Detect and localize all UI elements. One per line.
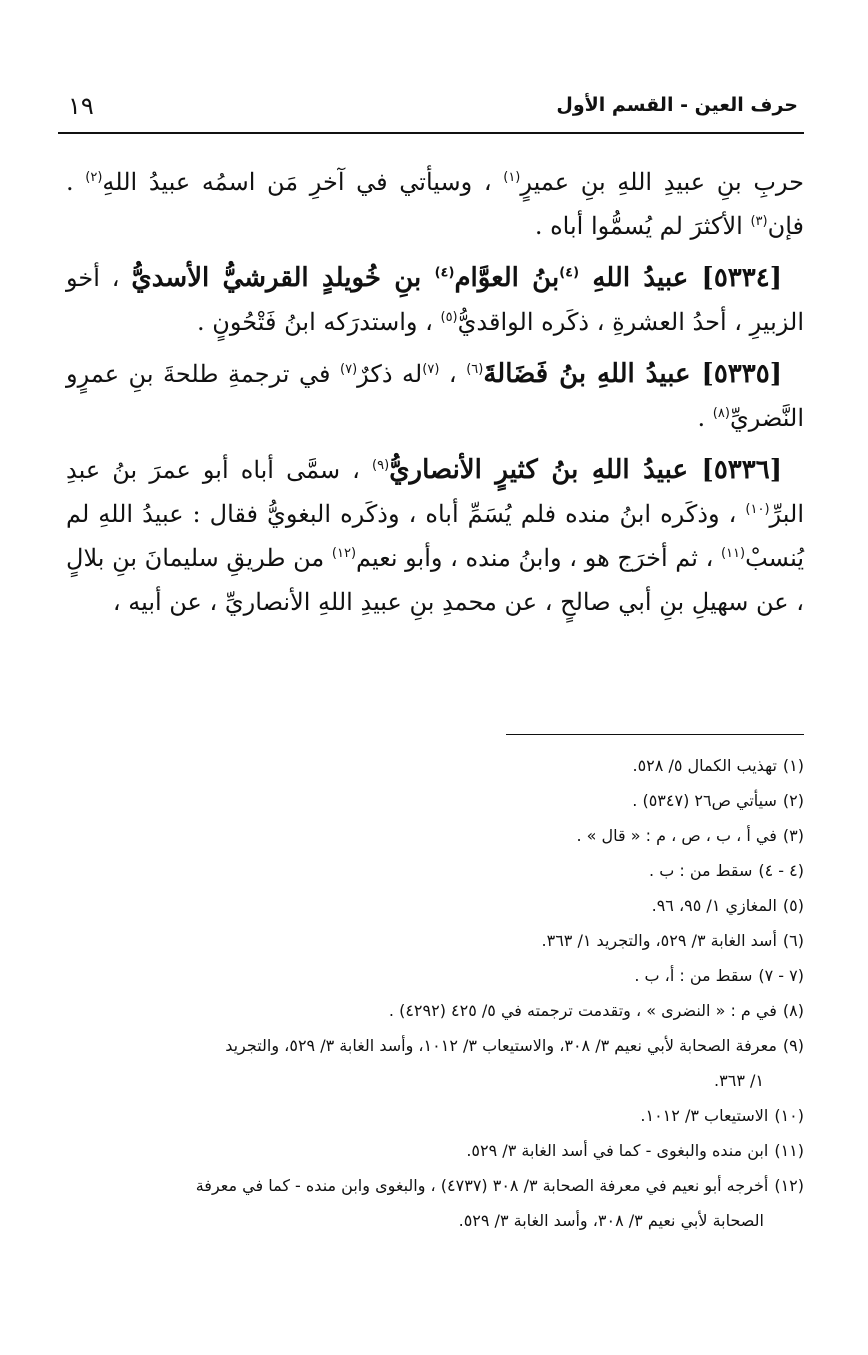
entry-5334 — [66, 256, 804, 344]
footnote-8 — [58, 993, 804, 1028]
footnote-text: في أ ، ب ، ص ، م : « قال » . — [576, 826, 777, 845]
heading-run: بنِ خُويلدٍ القرشيُّ الأسديُّ — [131, 263, 435, 293]
footnote-number: (٧ - ٧) — [758, 966, 804, 985]
footnote-continuation: ١/ ٣٦٣. — [714, 1071, 764, 1090]
footnote-text: في م : « النضرى » ، وتقدمت ترجمته في ٥/ ٤٢٥ (٤٢٩٢) . — [388, 1001, 777, 1020]
footnote-ref[interactable]: (٧) — [340, 362, 358, 377]
text-run: الأكثرَ لم يُسمُّوا أباه . — [534, 212, 751, 240]
footnote-text: تهذيب الكمال ٥/ ٥٢٨. — [632, 756, 777, 775]
heading-run: بنُ العوَّام — [454, 263, 560, 293]
footnote-number: (٣) — [782, 826, 804, 845]
footnote-ref[interactable]: (١٢) — [331, 546, 357, 561]
footnote-number: (٥) — [782, 896, 804, 915]
footnote-ref[interactable]: (١) — [503, 170, 521, 185]
footnote-text: المغازي ١/ ٩٥، ٩٦. — [651, 896, 777, 915]
paragraph-continuation — [66, 160, 804, 248]
footnote-ref[interactable]: (٩) — [372, 458, 390, 473]
text-run: من طريقِ سليمانَ بنِ بلالٍ ، عن سهيلِ بنِ أبي صالحٍ ، عن محمدِ بنِ عبيدِ اللهِ الأنصاريِّ ، عن أبيه ، — [66, 544, 804, 616]
entry-heading: [٥٣٣٦] عبيدُ اللهِ بنُ كثيرٍ الأنصاريُّ — [389, 455, 782, 485]
footnote-number: (٦) — [782, 931, 804, 950]
footnote-text: أسد الغابة ٣/ ٥٢٩، والتجريد ١/ ٣٦٣. — [541, 931, 777, 950]
text-run: ، ثم أخرَج هو ، وابنُ منده ، وأبو نعيم — [356, 544, 721, 572]
heading-run: [٥٣٣٤] عبيدُ اللهِ — [579, 263, 782, 293]
footnote-6 — [58, 923, 804, 958]
main-text — [66, 160, 804, 632]
footnote-ref[interactable]: (١١) — [720, 546, 746, 561]
text-run: ، وذكَره ابنُ منده فلم يُسَمِّ أباه ، وذكَره البغويُّ فقال : عبيدُ اللهِ لم يُنسبْ — [66, 500, 804, 572]
footnote-number: (١١) — [774, 1141, 804, 1160]
footnotes — [58, 748, 804, 1238]
header-rule — [58, 132, 804, 134]
footnote-number: (١) — [782, 756, 804, 775]
footnote-ref[interactable]: (٤) — [434, 265, 455, 281]
footnote-2 — [58, 783, 804, 818]
footnote-number: (١٢) — [774, 1176, 804, 1195]
entry-heading: [٥٣٣٥] عبيدُ اللهِ بنُ فَضَالةَ — [483, 359, 782, 389]
footnote-11 — [58, 1133, 804, 1168]
footnote-ref[interactable]: (١٠) — [745, 502, 770, 517]
footnote-text: أخرجه أبو نعيم في معرفة الصحابة ٣/ ٣٠٨ (٤٧٣٧) ، والبغوى وابن منده - كما في معرفة — [195, 1176, 769, 1195]
footnote-7 — [58, 958, 804, 993]
running-title: حرف العين - القسم الأول — [556, 94, 798, 116]
footnote-9 — [58, 1028, 804, 1098]
footnote-text: سقط من : ب . — [649, 861, 753, 880]
footnote-12 — [58, 1168, 804, 1238]
text-run: حربِ بنِ عبيدِ اللهِ بنِ عميرٍ — [520, 168, 804, 196]
footnote-separator — [506, 734, 804, 735]
entry-heading — [131, 263, 782, 293]
footnote-text: معرفة الصحابة لأبي نعيم ٣/ ٣٠٨، والاستيعاب ٣/ ١٠١٢، وأسد الغابة ٣/ ٥٢٩، والتجريد — [225, 1036, 777, 1055]
footnote-number: (٢) — [782, 791, 804, 810]
footnote-4 — [58, 853, 804, 888]
footnote-number: (٨) — [782, 1001, 804, 1020]
footnote-1 — [58, 748, 804, 783]
footnote-text: سيأتي ص٢٦ (٥٣٤٧) . — [632, 791, 777, 810]
footnote-ref[interactable]: (٦) — [466, 362, 484, 377]
footnote-text: سقط من : أ، ب . — [634, 966, 753, 985]
footnote-ref[interactable]: (٧) — [422, 362, 440, 377]
text-run: في ترجمةِ طلحةَ بنِ عمرٍو النَّضريِّ — [66, 360, 804, 432]
footnote-3 — [58, 818, 804, 853]
text-run: ، أخو الزبيرِ ، أحدُ العشرةِ ، ذكَره الواقديُّ — [66, 264, 804, 336]
footnote-ref[interactable]: (٨) — [712, 406, 730, 421]
text-run: له ذكرٌ — [357, 360, 423, 388]
footnote-ref[interactable]: (٣) — [750, 214, 768, 229]
footnote-ref[interactable]: (٥) — [440, 310, 458, 325]
footnote-text: ابن منده والبغوى - كما في أسد الغابة ٣/ ٥٢٩. — [466, 1141, 769, 1160]
text-run: . فإن — [66, 168, 804, 240]
text-run: ، — [439, 360, 467, 388]
footnote-ref[interactable]: (٤) — [559, 265, 580, 281]
footnote-text: الاستيعاب ٣/ ١٠١٢. — [640, 1106, 769, 1125]
page-number: ١٩ — [68, 92, 94, 120]
page-header — [58, 92, 804, 128]
text-run: ، وسيأتي في آخرِ مَن اسمُه عبيدُ اللهِ — [102, 168, 504, 196]
footnote-5 — [58, 888, 804, 923]
text-run: ، واستدرَكه ابنُ فَتْحُونٍ . — [197, 308, 441, 336]
footnote-ref[interactable]: (٢) — [85, 170, 103, 185]
text-run: ، سمَّى أباه أبو عمرَ بنُ عبدِ البرِّ — [66, 456, 804, 528]
footnote-10 — [58, 1098, 804, 1133]
text-run: . — [697, 404, 713, 432]
footnote-number: (٩) — [782, 1036, 804, 1055]
footnote-number: (١٠) — [774, 1106, 804, 1125]
footnote-continuation: الصحابة لأبي نعيم ٣/ ٣٠٨، وأسد الغابة ٣/ ٥٢٩. — [458, 1211, 764, 1230]
entry-5336 — [66, 448, 804, 624]
footnote-number: (٤ - ٤) — [758, 861, 804, 880]
entry-5335 — [66, 352, 804, 440]
